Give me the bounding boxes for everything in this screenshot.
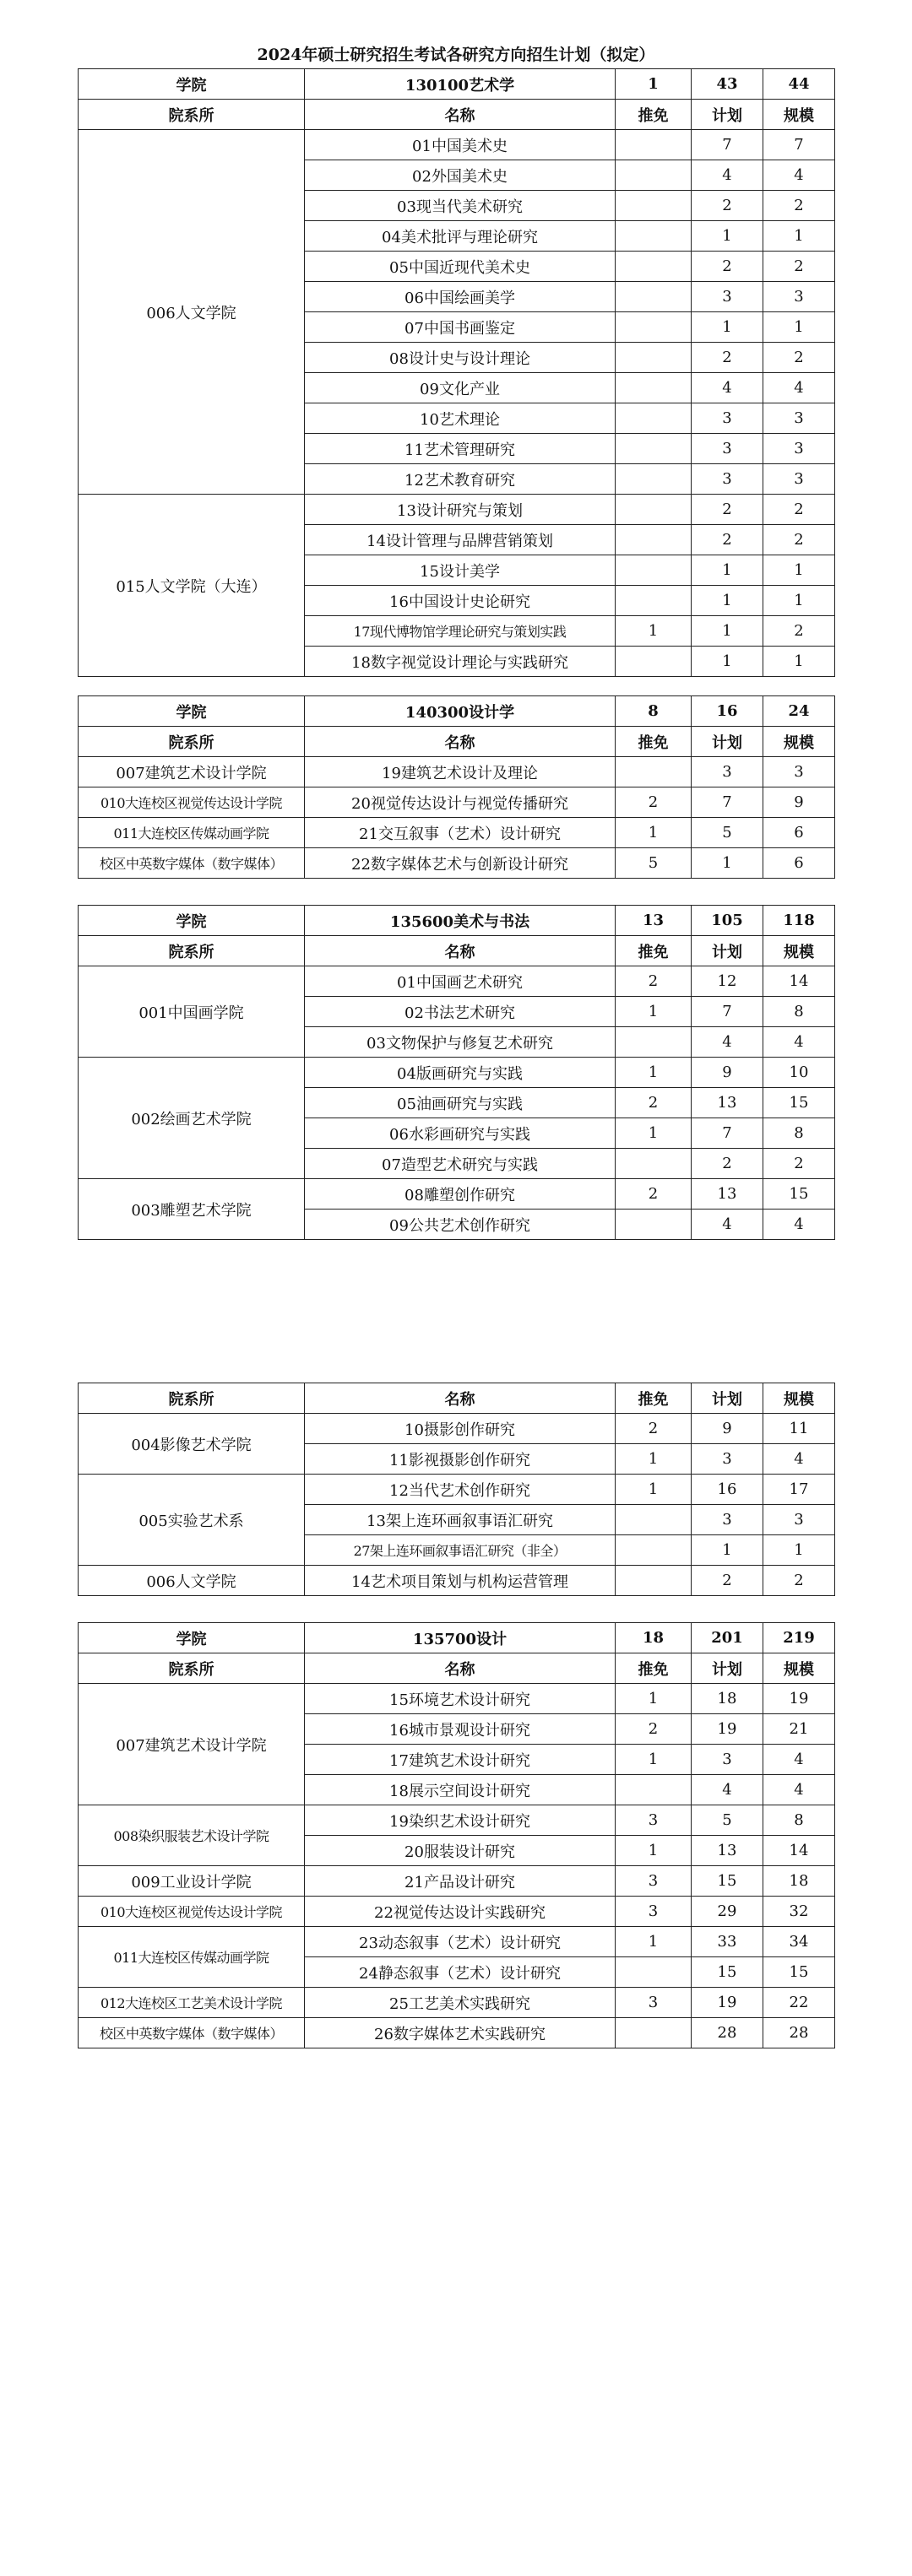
plan-column-header: 计划 bbox=[692, 1653, 763, 1684]
scale-cell: 11 bbox=[763, 1414, 835, 1444]
scale-cell: 3 bbox=[763, 282, 835, 312]
dept-cell: 011大连校区传媒动画学院 bbox=[79, 1927, 305, 1988]
plan-cell: 2 bbox=[692, 1149, 763, 1179]
scale-cell: 2 bbox=[763, 343, 835, 373]
scale-cell: 1 bbox=[763, 312, 835, 343]
tuimian-column-header: 推免 bbox=[616, 1653, 692, 1684]
scale-cell: 1 bbox=[763, 221, 835, 252]
scale-cell: 14 bbox=[763, 966, 835, 997]
scale-cell: 2 bbox=[763, 252, 835, 282]
direction-name-cell: 20服装设计研究 bbox=[305, 1836, 616, 1866]
tuimian-cell: 2 bbox=[616, 1088, 692, 1118]
direction-name-cell: 13架上连环画叙事语汇研究 bbox=[305, 1505, 616, 1535]
column-header-row bbox=[79, 1653, 835, 1684]
scale-cell: 4 bbox=[763, 160, 835, 191]
direction-name-cell: 19染织艺术设计研究 bbox=[305, 1805, 616, 1836]
direction-name-cell: 02书法艺术研究 bbox=[305, 997, 616, 1027]
direction-name-cell: 20视觉传达设计与视觉传播研究 bbox=[305, 787, 616, 818]
plan-cell: 3 bbox=[692, 434, 763, 464]
table-row bbox=[79, 1475, 835, 1505]
dept-cell: 004影像艺术学院 bbox=[79, 1414, 305, 1475]
name-column-header: 名称 bbox=[305, 1383, 616, 1414]
major-plan-total: 201 bbox=[692, 1623, 763, 1653]
scale-cell: 3 bbox=[763, 434, 835, 464]
plan-table-art-theory bbox=[78, 68, 835, 677]
scale-cell: 6 bbox=[763, 818, 835, 848]
major-scale-total: 44 bbox=[763, 69, 835, 100]
tuimian-cell bbox=[616, 757, 692, 787]
major-scale-total: 24 bbox=[763, 696, 835, 727]
dept-cell: 009工业设计学院 bbox=[79, 1866, 305, 1897]
plan-cell: 4 bbox=[692, 1027, 763, 1058]
table-row bbox=[79, 848, 835, 879]
college-header: 学院 bbox=[79, 69, 305, 100]
plan-cell: 3 bbox=[692, 1745, 763, 1775]
table-row bbox=[79, 818, 835, 848]
plan-cell: 33 bbox=[692, 1927, 763, 1957]
scale-cell: 2 bbox=[763, 495, 835, 525]
major-row bbox=[79, 696, 835, 727]
tuimian-cell bbox=[616, 1957, 692, 1988]
dept-column-header: 院系所 bbox=[79, 1653, 305, 1684]
tuimian-cell bbox=[616, 495, 692, 525]
direction-name-cell: 12当代艺术创作研究 bbox=[305, 1475, 616, 1505]
plan-cell: 3 bbox=[692, 464, 763, 495]
scale-cell: 3 bbox=[763, 403, 835, 434]
table-row bbox=[79, 1414, 835, 1444]
plan-cell: 3 bbox=[692, 282, 763, 312]
table-row bbox=[79, 1058, 835, 1088]
dept-cell: 012大连校区工艺美术设计学院 bbox=[79, 1988, 305, 2018]
scale-cell: 2 bbox=[763, 191, 835, 221]
plan-cell: 19 bbox=[692, 1988, 763, 2018]
direction-name-cell: 15设计美学 bbox=[305, 555, 616, 586]
tuimian-cell bbox=[616, 1775, 692, 1805]
college-header: 学院 bbox=[79, 1623, 305, 1653]
scale-cell: 2 bbox=[763, 1149, 835, 1179]
dept-cell: 005实验艺术系 bbox=[79, 1475, 305, 1566]
tuimian-cell bbox=[616, 282, 692, 312]
direction-name-cell: 22视觉传达设计实践研究 bbox=[305, 1897, 616, 1927]
scale-cell: 2 bbox=[763, 616, 835, 647]
plan-column-header: 计划 bbox=[692, 727, 763, 757]
direction-name-cell: 04美术批评与理论研究 bbox=[305, 221, 616, 252]
tuimian-cell bbox=[616, 434, 692, 464]
dept-column-header: 院系所 bbox=[79, 100, 305, 130]
scale-cell: 1 bbox=[763, 555, 835, 586]
plan-cell: 15 bbox=[692, 1866, 763, 1897]
column-header-row bbox=[79, 1383, 835, 1414]
scale-cell: 14 bbox=[763, 1836, 835, 1866]
plan-cell: 3 bbox=[692, 403, 763, 434]
direction-name-cell: 25工艺美术实践研究 bbox=[305, 1988, 616, 2018]
tuimian-cell: 1 bbox=[616, 818, 692, 848]
dept-column-header: 院系所 bbox=[79, 936, 305, 966]
direction-name-cell: 26数字媒体艺术实践研究 bbox=[305, 2018, 616, 2048]
direction-name-cell: 01中国画艺术研究 bbox=[305, 966, 616, 997]
plan-cell: 13 bbox=[692, 1179, 763, 1210]
plan-cell: 1 bbox=[692, 1535, 763, 1566]
plan-cell: 5 bbox=[692, 1805, 763, 1836]
plan-cell: 13 bbox=[692, 1088, 763, 1118]
tuimian-column-header: 推免 bbox=[616, 936, 692, 966]
scale-cell: 3 bbox=[763, 464, 835, 495]
dept-cell: 006人文学院 bbox=[79, 130, 305, 495]
plan-cell: 1 bbox=[692, 616, 763, 647]
tuimian-cell: 1 bbox=[616, 1058, 692, 1088]
scale-cell: 8 bbox=[763, 1805, 835, 1836]
tuimian-cell bbox=[616, 1210, 692, 1240]
plan-column-header: 计划 bbox=[692, 936, 763, 966]
dept-column-header: 院系所 bbox=[79, 727, 305, 757]
plan-cell: 3 bbox=[692, 1444, 763, 1475]
tuimian-cell: 2 bbox=[616, 1714, 692, 1745]
direction-name-cell: 14艺术项目策划与机构运营管理 bbox=[305, 1566, 616, 1596]
plan-cell: 28 bbox=[692, 2018, 763, 2048]
direction-name-cell: 13设计研究与策划 bbox=[305, 495, 616, 525]
scale-cell: 6 bbox=[763, 848, 835, 879]
table-row bbox=[79, 1179, 835, 1210]
tuimian-cell bbox=[616, 2018, 692, 2048]
major-scale-total: 118 bbox=[763, 906, 835, 936]
plan-table-fine-art-continued bbox=[78, 1383, 835, 1596]
tuimian-cell bbox=[616, 252, 692, 282]
direction-name-cell: 08雕塑创作研究 bbox=[305, 1179, 616, 1210]
name-column-header: 名称 bbox=[305, 936, 616, 966]
scale-column-header: 规模 bbox=[763, 1383, 835, 1414]
direction-name-cell: 16中国设计史论研究 bbox=[305, 586, 616, 616]
plan-cell: 4 bbox=[692, 160, 763, 191]
table-row bbox=[79, 1988, 835, 2018]
tuimian-cell: 1 bbox=[616, 1118, 692, 1149]
major-plan-total: 105 bbox=[692, 906, 763, 936]
direction-name-cell: 16城市景观设计研究 bbox=[305, 1714, 616, 1745]
column-header-row bbox=[79, 936, 835, 966]
scale-column-header: 规模 bbox=[763, 727, 835, 757]
tuimian-cell: 3 bbox=[616, 1805, 692, 1836]
direction-name-cell: 21交互叙事（艺术）设计研究 bbox=[305, 818, 616, 848]
tuimian-cell: 1 bbox=[616, 997, 692, 1027]
plan-cell: 7 bbox=[692, 997, 763, 1027]
plan-table-fine-art-calligraphy bbox=[78, 905, 835, 1240]
scale-cell: 4 bbox=[763, 1775, 835, 1805]
column-header-row bbox=[79, 100, 835, 130]
scale-column-header: 规模 bbox=[763, 1653, 835, 1684]
dept-cell: 010大连校区视觉传达设计学院 bbox=[79, 1897, 305, 1927]
direction-name-cell: 22数字媒体艺术与创新设计研究 bbox=[305, 848, 616, 879]
dept-cell: 001中国画学院 bbox=[79, 966, 305, 1058]
direction-name-cell: 07中国书画鉴定 bbox=[305, 312, 616, 343]
direction-name-cell: 07造型艺术研究与实践 bbox=[305, 1149, 616, 1179]
tuimian-cell bbox=[616, 586, 692, 616]
scale-cell: 18 bbox=[763, 1866, 835, 1897]
scale-cell: 7 bbox=[763, 130, 835, 160]
plan-table-design-studies bbox=[78, 695, 835, 879]
name-column-header: 名称 bbox=[305, 727, 616, 757]
college-header: 学院 bbox=[79, 696, 305, 727]
direction-name-cell: 06水彩画研究与实践 bbox=[305, 1118, 616, 1149]
plan-cell: 9 bbox=[692, 1414, 763, 1444]
major-plan-total: 43 bbox=[692, 69, 763, 100]
plan-cell: 15 bbox=[692, 1957, 763, 1988]
plan-cell: 2 bbox=[692, 525, 763, 555]
plan-cell: 4 bbox=[692, 1210, 763, 1240]
tuimian-cell: 1 bbox=[616, 1927, 692, 1957]
tuimian-cell bbox=[616, 555, 692, 586]
plan-cell: 2 bbox=[692, 191, 763, 221]
tuimian-cell: 2 bbox=[616, 1179, 692, 1210]
scale-cell: 4 bbox=[763, 1745, 835, 1775]
tuimian-cell bbox=[616, 1535, 692, 1566]
table-row bbox=[79, 757, 835, 787]
plan-cell: 1 bbox=[692, 647, 763, 677]
direction-name-cell: 23动态叙事（艺术）设计研究 bbox=[305, 1927, 616, 1957]
major-code-name: 130100艺术学 bbox=[305, 69, 616, 100]
plan-cell: 3 bbox=[692, 1505, 763, 1535]
plan-cell: 7 bbox=[692, 787, 763, 818]
scale-cell: 15 bbox=[763, 1957, 835, 1988]
dept-cell: 校区中英数字媒体（数字媒体） bbox=[79, 2018, 305, 2048]
major-row bbox=[79, 69, 835, 100]
dept-cell: 006人文学院 bbox=[79, 1566, 305, 1596]
plan-cell: 2 bbox=[692, 495, 763, 525]
name-column-header: 名称 bbox=[305, 100, 616, 130]
plan-column-header: 计划 bbox=[692, 1383, 763, 1414]
plan-cell: 18 bbox=[692, 1684, 763, 1714]
tuimian-cell bbox=[616, 343, 692, 373]
dept-cell: 校区中英数字媒体（数字媒体） bbox=[79, 848, 305, 879]
tuimian-cell bbox=[616, 1566, 692, 1596]
direction-name-cell: 27架上连环画叙事语汇研究（非全） bbox=[305, 1535, 616, 1566]
tuimian-cell: 3 bbox=[616, 1988, 692, 2018]
scale-cell: 1 bbox=[763, 586, 835, 616]
major-code-name: 135600美术与书法 bbox=[305, 906, 616, 936]
direction-name-cell: 11艺术管理研究 bbox=[305, 434, 616, 464]
scale-cell: 28 bbox=[763, 2018, 835, 2048]
plan-cell: 2 bbox=[692, 1566, 763, 1596]
table-row bbox=[79, 1927, 835, 1957]
direction-name-cell: 18数字视觉设计理论与实践研究 bbox=[305, 647, 616, 677]
column-header-row bbox=[79, 727, 835, 757]
scale-cell: 34 bbox=[763, 1927, 835, 1957]
tuimian-cell bbox=[616, 373, 692, 403]
direction-name-cell: 14设计管理与品牌营销策划 bbox=[305, 525, 616, 555]
tuimian-cell: 1 bbox=[616, 1475, 692, 1505]
major-code-name: 140300设计学 bbox=[305, 696, 616, 727]
dept-cell: 010大连校区视觉传达设计学院 bbox=[79, 787, 305, 818]
direction-name-cell: 05中国近现代美术史 bbox=[305, 252, 616, 282]
major-row bbox=[79, 906, 835, 936]
tuimian-cell bbox=[616, 647, 692, 677]
direction-name-cell: 06中国绘画美学 bbox=[305, 282, 616, 312]
direction-name-cell: 02外国美术史 bbox=[305, 160, 616, 191]
scale-cell: 2 bbox=[763, 525, 835, 555]
table-row bbox=[79, 1566, 835, 1596]
plan-cell: 9 bbox=[692, 1058, 763, 1088]
plan-cell: 13 bbox=[692, 1836, 763, 1866]
dept-cell: 007建筑艺术设计学院 bbox=[79, 757, 305, 787]
plan-cell: 2 bbox=[692, 343, 763, 373]
scale-cell: 4 bbox=[763, 1027, 835, 1058]
major-tuimian-total: 8 bbox=[616, 696, 692, 727]
direction-name-cell: 11影视摄影创作研究 bbox=[305, 1444, 616, 1475]
direction-name-cell: 12艺术教育研究 bbox=[305, 464, 616, 495]
tuimian-cell: 2 bbox=[616, 787, 692, 818]
table-row bbox=[79, 1866, 835, 1897]
scale-cell: 8 bbox=[763, 1118, 835, 1149]
tuimian-cell: 2 bbox=[616, 1414, 692, 1444]
tuimian-column-header: 推免 bbox=[616, 1383, 692, 1414]
direction-name-cell: 17建筑艺术设计研究 bbox=[305, 1745, 616, 1775]
plan-cell: 1 bbox=[692, 586, 763, 616]
dept-cell: 003雕塑艺术学院 bbox=[79, 1179, 305, 1240]
scale-cell: 19 bbox=[763, 1684, 835, 1714]
plan-cell: 7 bbox=[692, 130, 763, 160]
plan-cell: 2 bbox=[692, 252, 763, 282]
direction-name-cell: 24静态叙事（艺术）设计研究 bbox=[305, 1957, 616, 1988]
direction-name-cell: 08设计史与设计理论 bbox=[305, 343, 616, 373]
plan-cell: 5 bbox=[692, 818, 763, 848]
tuimian-cell: 1 bbox=[616, 1684, 692, 1714]
document-title: 2024年硕士研究招生考试各研究方向招生计划（拟定） bbox=[257, 46, 655, 64]
scale-cell: 22 bbox=[763, 1988, 835, 2018]
tuimian-cell: 2 bbox=[616, 966, 692, 997]
scale-cell: 8 bbox=[763, 997, 835, 1027]
plan-table-design bbox=[78, 1622, 835, 2048]
scale-cell: 10 bbox=[763, 1058, 835, 1088]
tuimian-cell: 1 bbox=[616, 616, 692, 647]
plan-cell: 7 bbox=[692, 1118, 763, 1149]
tuimian-cell bbox=[616, 403, 692, 434]
direction-name-cell: 09公共艺术创作研究 bbox=[305, 1210, 616, 1240]
major-plan-total: 16 bbox=[692, 696, 763, 727]
plan-cell: 1 bbox=[692, 221, 763, 252]
plan-column-header: 计划 bbox=[692, 100, 763, 130]
tuimian-column-header: 推免 bbox=[616, 727, 692, 757]
plan-cell: 12 bbox=[692, 966, 763, 997]
scale-column-header: 规模 bbox=[763, 936, 835, 966]
tuimian-cell bbox=[616, 191, 692, 221]
tuimian-cell bbox=[616, 525, 692, 555]
dept-cell: 011大连校区传媒动画学院 bbox=[79, 818, 305, 848]
scale-cell: 4 bbox=[763, 1444, 835, 1475]
direction-name-cell: 17现代博物馆学理论研究与策划实践 bbox=[305, 616, 616, 647]
table-row bbox=[79, 787, 835, 818]
table-row bbox=[79, 966, 835, 997]
dept-cell: 007建筑艺术设计学院 bbox=[79, 1684, 305, 1805]
table-row bbox=[79, 130, 835, 160]
direction-name-cell: 15环境艺术设计研究 bbox=[305, 1684, 616, 1714]
tuimian-cell bbox=[616, 464, 692, 495]
major-tuimian-total: 1 bbox=[616, 69, 692, 100]
dept-column-header: 院系所 bbox=[79, 1383, 305, 1414]
direction-name-cell: 10摄影创作研究 bbox=[305, 1414, 616, 1444]
major-tuimian-total: 18 bbox=[616, 1623, 692, 1653]
scale-cell: 1 bbox=[763, 1535, 835, 1566]
tuimian-cell: 3 bbox=[616, 1897, 692, 1927]
college-header: 学院 bbox=[79, 906, 305, 936]
scale-cell: 4 bbox=[763, 1210, 835, 1240]
direction-name-cell: 05油画研究与实践 bbox=[305, 1088, 616, 1118]
direction-name-cell: 03文物保护与修复艺术研究 bbox=[305, 1027, 616, 1058]
scale-cell: 2 bbox=[763, 1566, 835, 1596]
dept-cell: 002绘画艺术学院 bbox=[79, 1058, 305, 1179]
major-code-name: 135700设计 bbox=[305, 1623, 616, 1653]
dept-cell: 008染织服装艺术设计学院 bbox=[79, 1805, 305, 1866]
tuimian-cell bbox=[616, 312, 692, 343]
scale-cell: 21 bbox=[763, 1714, 835, 1745]
plan-cell: 4 bbox=[692, 1775, 763, 1805]
tuimian-cell bbox=[616, 1505, 692, 1535]
table-row bbox=[79, 1805, 835, 1836]
scale-cell: 17 bbox=[763, 1475, 835, 1505]
scale-cell: 1 bbox=[763, 647, 835, 677]
direction-name-cell: 09文化产业 bbox=[305, 373, 616, 403]
plan-cell: 16 bbox=[692, 1475, 763, 1505]
plan-cell: 1 bbox=[692, 555, 763, 586]
tuimian-column-header: 推免 bbox=[616, 100, 692, 130]
direction-name-cell: 21产品设计研究 bbox=[305, 1866, 616, 1897]
tuimian-cell: 1 bbox=[616, 1444, 692, 1475]
tuimian-cell: 1 bbox=[616, 1836, 692, 1866]
major-tuimian-total: 13 bbox=[616, 906, 692, 936]
direction-name-cell: 10艺术理论 bbox=[305, 403, 616, 434]
tuimian-cell: 1 bbox=[616, 1745, 692, 1775]
tuimian-cell: 3 bbox=[616, 1866, 692, 1897]
table-row bbox=[79, 1897, 835, 1927]
plan-cell: 1 bbox=[692, 312, 763, 343]
scale-cell: 4 bbox=[763, 373, 835, 403]
tuimian-cell: 5 bbox=[616, 848, 692, 879]
direction-name-cell: 04版画研究与实践 bbox=[305, 1058, 616, 1088]
scale-cell: 15 bbox=[763, 1088, 835, 1118]
major-scale-total: 219 bbox=[763, 1623, 835, 1653]
direction-name-cell: 18展示空间设计研究 bbox=[305, 1775, 616, 1805]
scale-column-header: 规模 bbox=[763, 100, 835, 130]
dept-cell: 015人文学院（大连） bbox=[79, 495, 305, 677]
table-row bbox=[79, 2018, 835, 2048]
plan-cell: 4 bbox=[692, 373, 763, 403]
plan-cell: 1 bbox=[692, 848, 763, 879]
plan-cell: 3 bbox=[692, 757, 763, 787]
table-row bbox=[79, 1684, 835, 1714]
plan-cell: 19 bbox=[692, 1714, 763, 1745]
direction-name-cell: 01中国美术史 bbox=[305, 130, 616, 160]
direction-name-cell: 03现当代美术研究 bbox=[305, 191, 616, 221]
direction-name-cell: 19建筑艺术设计及理论 bbox=[305, 757, 616, 787]
major-row bbox=[79, 1623, 835, 1653]
tuimian-cell bbox=[616, 1027, 692, 1058]
scale-cell: 3 bbox=[763, 1505, 835, 1535]
name-column-header: 名称 bbox=[305, 1653, 616, 1684]
table-row bbox=[79, 495, 835, 525]
tuimian-cell bbox=[616, 1149, 692, 1179]
scale-cell: 32 bbox=[763, 1897, 835, 1927]
scale-cell: 3 bbox=[763, 757, 835, 787]
scale-cell: 15 bbox=[763, 1179, 835, 1210]
tuimian-cell bbox=[616, 221, 692, 252]
tuimian-cell bbox=[616, 160, 692, 191]
scale-cell: 9 bbox=[763, 787, 835, 818]
tuimian-cell bbox=[616, 130, 692, 160]
plan-cell: 29 bbox=[692, 1897, 763, 1927]
